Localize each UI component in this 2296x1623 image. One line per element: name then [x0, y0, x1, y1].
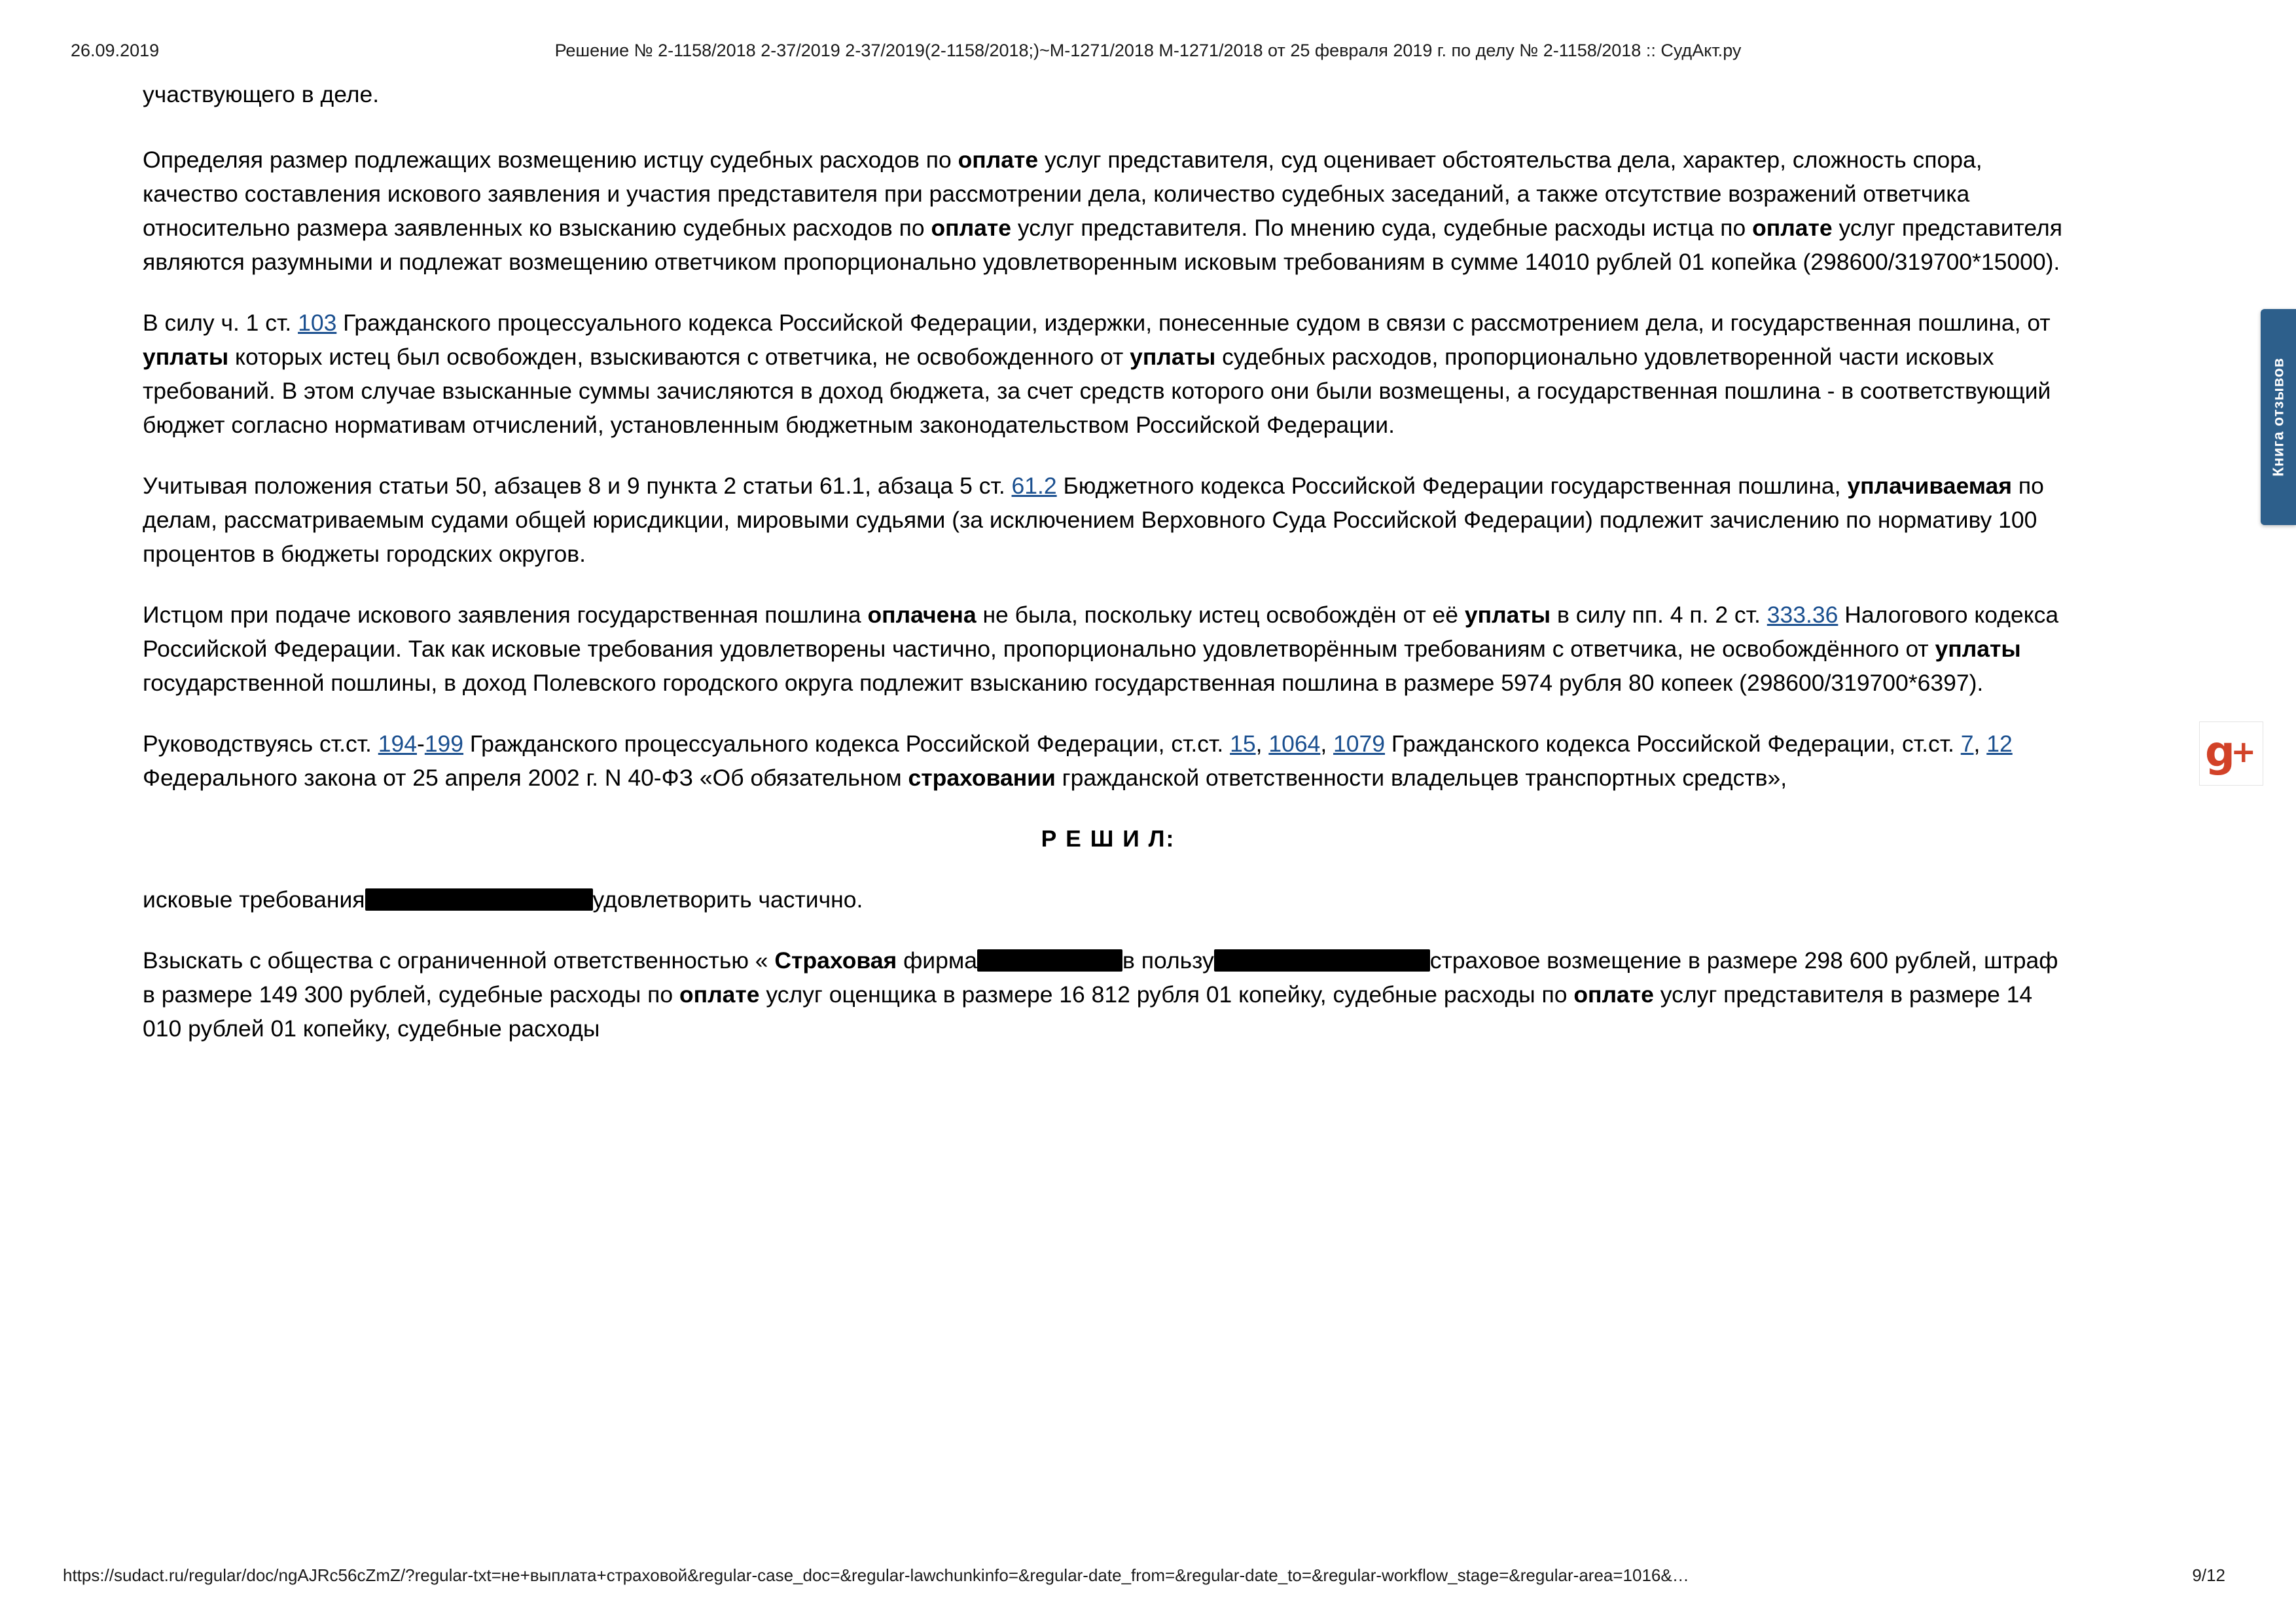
p5-comma-2: ,: [1320, 731, 1334, 757]
p5-dash: -: [416, 731, 425, 757]
p7-text-f: услуг представителя в размере 14 010 рублей 01 копейку, судебные расходы: [143, 981, 2033, 1042]
gplus-g-letter: g: [2205, 728, 2235, 776]
p6-text-b: удовлетворить частично.: [592, 886, 863, 913]
resolution-heading: Р Е Ш И Л:: [1041, 826, 1175, 852]
p3-text-c: по делам, рассматриваемым судами общей юрисдикции, мировыми судьями (за исключением Верховного Суда Российской Федерации) подлежит зачислению по нормативу 100 процентов в бюджеты городских округов.: [143, 473, 2044, 567]
p7-text-b: фирма: [897, 947, 978, 974]
header-date: 26.09.2019: [71, 41, 160, 60]
link-article-61-2[interactable]: 61.2: [1011, 473, 1057, 499]
footer-url: https://sudact.ru/regular/doc/ngAJRc56cZmZ/?regular-txt=не+выплата+страховой&regular-case_doc=&regular-lawchunkinfo=&regular-date_from=&regular-date_to=&regular-workflow_stage=&regular-area=1016&…: [63, 1565, 1689, 1585]
gplus-plus-sign: +: [2231, 734, 2256, 769]
link-article-333-36[interactable]: 333.36: [1767, 602, 1839, 628]
p5-text-e: гражданской ответственности владельцев транспортных средств»,: [1055, 765, 1787, 791]
link-article-103[interactable]: 103: [298, 310, 337, 336]
p2-text-d: судебных расходов, пропорционально удовлетворенной части исковых требований. В этом случае взысканные суммы зачисляются в доход бюджета, за счет средств которого они были возмещены, а государственная пошлина - в соответствующий бюджет согласно нормативам отчислений, установленным бюджетным законодательством Российской Федерации.: [143, 344, 2051, 438]
p4-bold-uplaty-1: уплаты: [1464, 602, 1551, 628]
p2-text-b: Гражданского процессуального кодекса Российской Федерации, издержки, понесенные судом в связи с рассмотрением дела, и государственная пошлина, от: [336, 310, 2051, 336]
paragraph-2: [143, 306, 2073, 442]
p3-bold-uplachivaemaya: уплачиваемая: [1847, 473, 2012, 499]
paragraph-4: [143, 598, 2073, 700]
p2-text-c: которых истец был освобожден, взыскиваются с ответчика, не освобожденного от: [228, 344, 1130, 370]
feedback-tab[interactable]: [2261, 309, 2296, 525]
p2-bold-uplaty-1: уплаты: [143, 344, 229, 370]
link-article-7[interactable]: 7: [1960, 731, 1974, 757]
google-plus-icon[interactable]: [2199, 721, 2263, 786]
link-article-1064[interactable]: 1064: [1268, 731, 1321, 757]
p3-text-b: Бюджетного кодекса Российской Федерации государственная пошлина,: [1056, 473, 1848, 499]
p7-bold-strahovaya: Страховая: [774, 947, 897, 974]
redaction-bar-beneficiary: [1214, 949, 1430, 972]
paragraph-7: [143, 943, 2073, 1046]
continuation-text: участвующего в деле.: [143, 81, 380, 107]
footer-page-number: 9/12: [2192, 1565, 2225, 1585]
link-article-15[interactable]: 15: [1230, 731, 1256, 757]
p4-text-a: Истцом при подаче искового заявления государственная пошлина: [143, 602, 868, 628]
p4-text-c: в силу пп. 4 п. 2 ст.: [1551, 602, 1767, 628]
p4-text-e: государственной пошлины, в доход Полевского городского округа подлежит взысканию государственная пошлина в размере 5974 рубля 80 копеек (298600/319700*6397).: [143, 670, 1984, 696]
paragraph-6: [143, 883, 2073, 917]
feedback-tab-label: Книга отзывов: [2269, 357, 2287, 477]
p5-comma-1: ,: [1255, 731, 1269, 757]
link-article-199[interactable]: 199: [424, 731, 464, 757]
link-article-12[interactable]: 12: [1986, 731, 2013, 757]
p7-text-d: страховое возмещение в размере 298 600 рублей, штраф в размере 149 300 рублей, судебные расходы по: [143, 947, 2058, 1008]
p7-text-c: в пользу: [1122, 947, 1214, 974]
p3-text-a: Учитывая положения статьи 50, абзацев 8 и 9 пункта 2 статьи 61.1, абзаца 5 ст.: [143, 473, 1012, 499]
p4-bold-oplachena: оплачена: [867, 602, 977, 628]
p1-text-a: Определяя размер подлежащих возмещению истцу судебных расходов по: [143, 147, 958, 173]
p1-text-e: услуг представителя являются разумными и подлежат возмещению ответчиком пропорционально удовлетворенным исковым требованиям в сумме 14010 рублей 01 копейка (298600/319700*15000).: [143, 215, 2062, 275]
p4-bold-uplaty-2: уплаты: [1935, 636, 2021, 662]
p5-comma-3: ,: [1973, 731, 1987, 757]
redaction-bar-plaintiff: [365, 888, 593, 911]
p2-text-a: В силу ч. 1 ст.: [143, 310, 298, 336]
p5-text-a: Руководствуясь ст.ст.: [143, 731, 378, 757]
p5-text-b: Гражданского процессуального кодекса Российской Федерации, ст.ст.: [463, 731, 1230, 757]
print-header: [0, 41, 2296, 67]
p1-bold-oplate-3: оплате: [1752, 215, 1833, 241]
p4-text-d: Налогового кодекса Российской Федерации. Так как исковые требования удовлетворены частично, пропорционально удовлетворённым требованиям с ответчика, не освобождённого от: [143, 602, 2059, 662]
p1-text-c: услуг представителя, суд оценивает обстоятельства дела, характер, сложность спора, качество составления искового заявления и участия представителя при рассмотрении дела, количество судебных заседаний, а также отсутствие возражений ответчика относительно размера заявленных ко взысканию судебных расходов по: [143, 147, 1982, 241]
p1-text-d: услуг представителя. По мнению суда, судебные расходы истца по: [1011, 215, 1753, 241]
p4-text-b: не была, поскольку истец освобождён от её: [976, 602, 1465, 628]
p5-text-d: Федерального закона от 25 апреля 2002 г. N 40-ФЗ «Об обязательном: [143, 765, 908, 791]
link-article-194[interactable]: 194: [378, 731, 417, 757]
redaction-bar-company: [977, 949, 1122, 972]
paragraph-continuation: [143, 77, 2073, 111]
paragraph-5: [143, 727, 2073, 795]
document-body: [143, 77, 2073, 1072]
p5-text-c: Гражданского кодекса Российской Федерации, ст.ст.: [1385, 731, 1961, 757]
header-title: Решение № 2-1158/2018 2-37/2019 2-37/2019(2-1158/2018;)~М-1271/2018 М-1271/2018 от 25 февраля 2019 г. по делу № 2-1158/2018 :: СудАкт.ру: [554, 41, 1742, 60]
p2-bold-uplaty-2: уплаты: [1130, 344, 1216, 370]
p7-text-a: Взыскать с общества с ограниченной ответственностью «: [143, 947, 775, 974]
print-footer: [0, 1565, 2296, 1592]
p1-bold-oplate-2: оплате: [931, 215, 1012, 241]
p7-bold-oplate-2: оплате: [1573, 981, 1654, 1008]
p7-text-e: услуг оценщика в размере 16 812 рубля 01 копейку, судебные расходы по: [759, 981, 1574, 1008]
p7-bold-oplate-1: оплате: [679, 981, 760, 1008]
p1-bold-oplate-1: оплате: [958, 147, 1039, 173]
paragraph-3: [143, 469, 2073, 571]
link-article-1079[interactable]: 1079: [1333, 731, 1386, 757]
p5-bold-strahovanii: страховании: [908, 765, 1056, 791]
p6-text-a: исковые требования: [143, 886, 365, 913]
paragraph-1: [143, 143, 2073, 279]
